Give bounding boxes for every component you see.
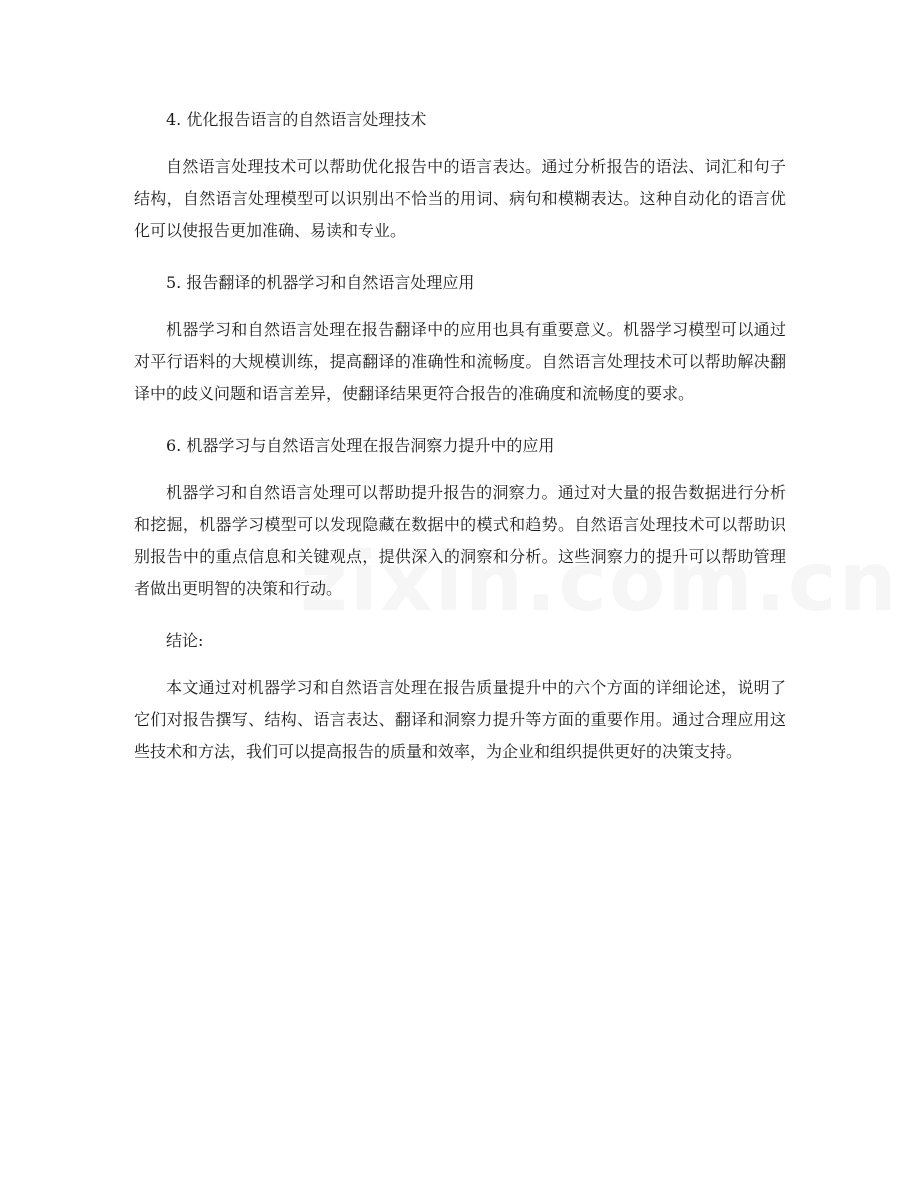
section-6-paragraph: 机器学习和自然语言处理可以帮助提升报告的洞察力。通过对大量的报告数据进行分析和挖掘，机器学习模型可以发现隐藏在数据中的模式和趋势。自然语言处理技术可以帮助识别报告中的重点信息和关键观点，提供深入的洞察和分析。这些洞察力的提升可以帮助管理者做出更明智的决策和行动。 — [134, 483, 786, 598]
conclusion-heading: 结论: — [166, 631, 204, 650]
document-body — [134, 104, 786, 788]
conclusion-paragraph: 本文通过对机器学习和自然语言处理在报告质量提升中的六个方面的详细论述，说明了它们对报告撰写、结构、语言表达、翻译和洞察力提升等方面的重要作用。通过合理应用这些技术和方法，我们可以提高报告的质量和效率，为企业和组织提供更好的决策支持。 — [134, 678, 786, 761]
section-4-paragraph: 自然语言处理技术可以帮助优化报告中的语言表达。通过分析报告的语法、词汇和句子结构，自然语言处理模型可以识别出不恰当的用词、病句和模糊表达。这种自动化的语言优化可以使报告更加准确、易读和专业。 — [134, 157, 786, 240]
section-5-heading: 5. 报告翻译的机器学习和自然语言处理应用 — [166, 273, 475, 292]
section-6-heading: 6. 机器学习与自然语言处理在报告洞察力提升中的应用 — [166, 436, 555, 455]
section-4-heading: 4. 优化报告语言的自然语言处理技术 — [166, 110, 427, 129]
section-5-paragraph: 机器学习和自然语言处理在报告翻译中的应用也具有重要意义。机器学习模型可以通过对平行语料的大规模训练，提高翻译的准确性和流畅度。自然语言处理技术可以帮助解决翻译中的歧义问题和语言差异，使翻译结果更符合报告的准确度和流畅度的要求。 — [134, 320, 786, 403]
